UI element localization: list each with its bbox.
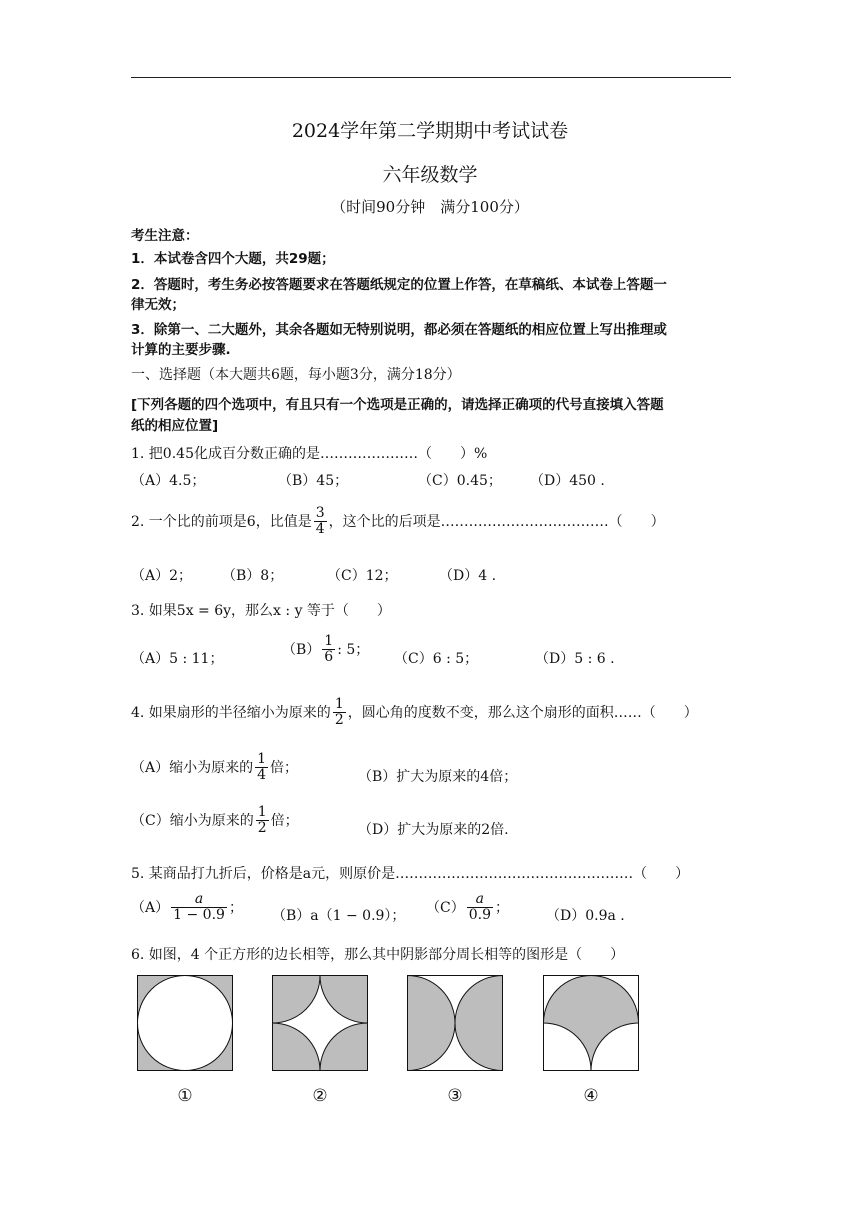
q4-option-a [131,752,298,784]
q5-option-c-post: ； [494,899,509,916]
q5-option-a-post: ； [228,899,243,916]
q4-option-a-pre: （A）缩小为原来的 [131,759,254,776]
q4-option-b: （B）扩大为原来的4倍； [358,769,518,785]
q2-stem [131,506,665,538]
q2-stem-pre: 2. 一个比的前项是6，比值是 [131,513,312,530]
q2-fraction [314,506,327,538]
q4-fraction [333,697,346,729]
q3-b-frac-numerator: 1 [324,633,334,649]
q3-option-b-pre: （B） [282,641,321,658]
q4-frac-numerator: 1 [334,696,344,712]
notice-item-1: 1．本试卷含四个大题，共29题； [131,251,335,267]
q4-option-a-fraction [255,752,268,784]
q2-option-a: （A）2； [131,568,193,584]
q3-option-a: （A）5 : 11； [131,651,224,667]
section1-heading: 一、选择题（本大题共6题，每小题3分，满分18分） [131,367,461,383]
top-rule [131,77,731,78]
notice-item-2: 2．答题时，考生务必按答题要求在答题纸规定的位置上作答，在草稿纸、本试卷上答题一 [131,277,667,293]
section1-instruction-1: [下列各题的四个选项中，有且只有一个选项是正确的，请选择正确项的代号直接填入答题 [131,397,664,413]
q1-option-b: （B）45； [278,473,349,489]
q5-option-a-fraction [171,892,227,924]
q5-option-c [426,892,509,924]
q6-figure-2 [272,975,368,1071]
q3-option-b-post: : 5； [337,641,370,658]
q4-option-c-pre: （C）缩小为原来的 [131,812,254,829]
q4-stem [131,697,698,729]
q2-option-b: （B）8； [222,568,284,584]
q1-option-d: （D）450 . [530,473,605,489]
exam-subject: 六年级数学 [382,164,478,186]
q3-option-b-fraction [322,634,335,666]
q2-frac-denominator: 4 [315,521,325,538]
q4-stem-post: ，圆心角的度数不变，那么这个扇形的面积……（ ） [347,704,698,721]
q5-option-c-pre: （C） [426,899,465,916]
q6-label-2: ② [312,1086,328,1106]
q4-option-a-post: 倍； [270,759,299,776]
q3-option-d: （D）5 : 6 . [535,651,615,667]
q3-b-frac-denominator: 6 [324,649,334,666]
q5-option-a [131,892,243,924]
q4-option-c-fraction [256,805,269,837]
q6-label-3: ③ [447,1086,463,1106]
q5-option-d: （D）0.9a . [546,908,625,924]
notice-item-3: 3．除第一、二大题外，其余各题如无特别说明，都必须在答题纸的相应位置上写出推理或 [131,322,667,338]
q5-option-b: （B）a（1 − 0.9）； [272,908,406,924]
q6-figure-4 [543,975,639,1071]
notice-heading: 考生注意： [131,228,199,244]
q5-a-frac-denominator: 1 − 0.9 [173,907,225,924]
q4-a-frac-numerator: 1 [257,751,267,767]
q1-option-c: （C）0.45； [418,473,502,489]
q4-option-c-post: 倍； [270,812,299,829]
q4-c-frac-numerator: 1 [257,804,267,820]
section1-instruction-2: 纸的相应位置] [131,418,219,434]
q2-frac-numerator: 3 [315,505,325,521]
q5-c-frac-denominator: 0.9 [468,907,491,924]
q4-c-frac-denominator: 2 [257,820,267,837]
exam-title: 2024学年第二学期期中考试试卷 [291,120,569,142]
q6-figure-1 [137,975,233,1071]
q6-stem: 6. 如图，4 个正方形的边长相等，那么其中阴影部分周长相等的图形是（ ） [131,947,625,963]
notice-item-2-cont: 律无效； [131,297,185,313]
q3-option-b [282,634,369,666]
q2-option-c: （C）12； [327,568,398,584]
q4-option-c [131,805,299,837]
exam-time-info: （时间90分钟 满分100分） [331,198,529,216]
q2-stem-post: ，这个比的后项是………………………………（ ） [328,513,665,530]
q5-stem: 5. 某商品打九折后，价格是a元，则原价是……………………………………………（ ） [131,866,690,882]
q6-label-4: ④ [583,1086,599,1106]
q5-option-c-fraction [467,892,493,924]
q4-a-frac-denominator: 4 [257,767,267,784]
q1-stem: 1. 把0.45化成百分数正确的是…………………（ ）% [131,446,488,462]
q3-stem: 3. 如果5x = 6y，那么x : y 等于（ ） [131,603,391,619]
q5-c-frac-numerator: a [467,892,493,908]
q6-label-1: ① [177,1086,193,1106]
q2-option-d: （D）4 . [439,568,497,584]
q1-option-a: （A）4.5； [131,473,206,489]
q5-a-frac-numerator: a [171,892,227,908]
q5-option-a-pre: （A） [131,899,170,916]
q4-stem-pre: 4. 如果扇形的半径缩小为原来的 [131,704,331,721]
notice-item-3-cont: 计算的主要步骤. [131,342,231,358]
q4-option-d: （D）扩大为原来的2倍. [358,822,509,838]
q4-frac-denominator: 2 [334,712,344,729]
q6-figure-3 [407,975,503,1071]
q3-option-c: （C）6 : 5； [394,651,479,667]
